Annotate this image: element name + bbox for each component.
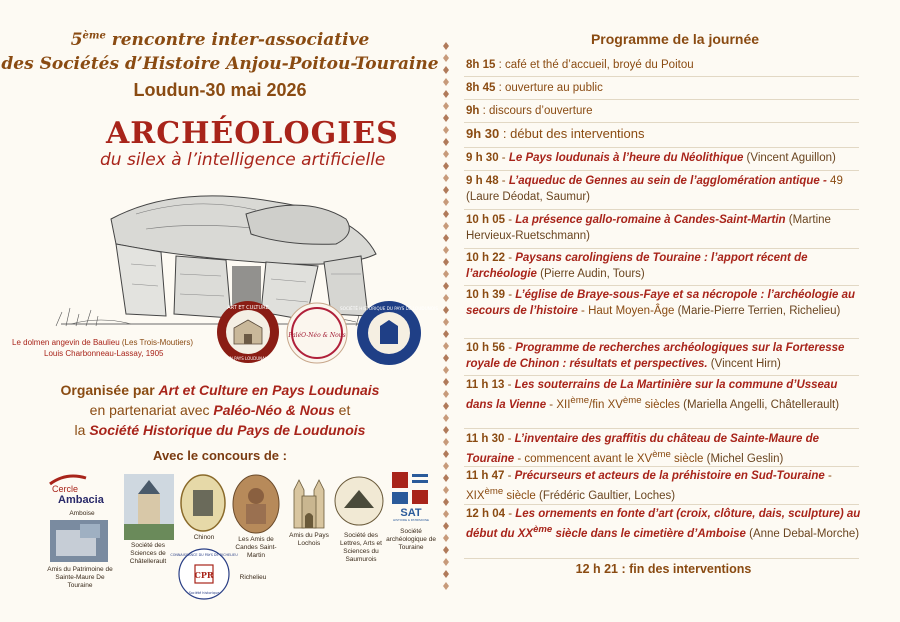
divider-diamond (443, 138, 449, 146)
divider-diamond (443, 570, 449, 578)
programme-talk: 11 h 47 - Précurseurs et acteurs de la préhistoire en Sud-Touraine - XIXème siècle (Frédéric Gaultier, Loches) (466, 470, 832, 502)
decorative-divider (441, 40, 451, 600)
programme-item: 8h 15 : café et thé d’accueil, broyé du Poitou (466, 59, 694, 71)
divider-diamond (443, 462, 449, 470)
richelieu-logo-subtitle: Société historique (188, 591, 220, 595)
programme-talk: 10 h 39 - L’église de Braye-sous-Faye et sa nécropole : l’archéologie au secours de l’histoire - Haut Moyen-Âge (Marie-Pierre Terrien, Richelieu) (466, 289, 856, 317)
divider-diamond (443, 498, 449, 506)
programme-item: 9h : discours d’ouverture (466, 105, 593, 117)
divider-diamond (443, 390, 449, 398)
richelieu-logo-monogram: CPR (194, 570, 214, 580)
divider-diamond (443, 558, 449, 566)
chinon-logo (180, 474, 226, 532)
divider-diamond (443, 534, 449, 542)
divider-diamond (443, 102, 449, 110)
event-title: ARCHÉOLOGIES (106, 116, 399, 151)
label-richelieu: Richelieu (239, 574, 267, 581)
label-chinon: Chinon (193, 534, 215, 541)
divider-diamond (443, 330, 449, 338)
label-ambacia: Amboise (69, 510, 95, 517)
programme-talk: 12 h 04 - Les ornements en fonte d’art (croix, clôture, dais, sculpture) au début du XXème siècle dans le cimetière d’Amboise (Anne Debal-Morche) (466, 508, 861, 540)
saumur-logo (334, 476, 384, 526)
header-date-place: Loudun-30 mai 2026 (133, 80, 307, 100)
divider-diamond (443, 78, 449, 86)
programme-talk: 11 h 13 - Les souterrains de La Martinière sur la commune d’Usseau dans la Vienne - XIIème/fin XVème siècles (Mariella Angelli, Châtellerault) (466, 379, 840, 411)
header-edition: 5ème rencontre inter-associative (70, 30, 370, 50)
divider-diamond (443, 522, 449, 530)
label-sat: Société archéologique de Touraine (386, 528, 436, 551)
societe-historique-loudunois-logo-text: SOCIÉTÉ HISTORIQUE DU PAYS DE LOUDUNOIS (340, 306, 438, 311)
illustration-credit-author: Louis Charbonneau-Lassay, 1905 (44, 349, 164, 358)
programme-talk: 9 h 30 - Le Pays loudunais à l’heure du Néolithique (Vincent Aguillon) (466, 152, 836, 164)
divider-diamond (443, 42, 449, 50)
divider-diamond (443, 342, 449, 350)
loches-logo (288, 470, 330, 530)
programme-item: 8h 45 : ouverture au public (466, 82, 603, 94)
sat-logo-subtext: HISTOIRE & PATRIMOINE (392, 518, 430, 522)
art-et-culture-logo-bottom-text: EN PAYS LOUDUNAIS (227, 356, 269, 361)
divider-diamond (443, 306, 449, 314)
programme-column (460, 0, 890, 622)
divider-diamond (443, 354, 449, 362)
divider-diamond (443, 258, 449, 266)
divider-diamond (443, 150, 449, 158)
divider-diamond (443, 474, 449, 482)
divider-diamond (443, 582, 449, 590)
divider-diamond (443, 402, 449, 410)
divider-diamond (443, 246, 449, 254)
sat-logo-text: SAT (400, 507, 422, 519)
candes-logo (232, 474, 280, 534)
societe-historique-loudunois-logo (340, 300, 438, 366)
divider-diamond (443, 426, 449, 434)
paleo-neo-nous-logo (286, 302, 348, 364)
label-sainte-maure: Amis du Patrimoine de Sainte-Maure De Touraine (47, 566, 113, 589)
programme-item: 9h 30 : début des interventions (466, 126, 645, 141)
programme-talk: 10 h 22 - Paysans carolingiens de Touraine : l’apport récent de l’archéologie (Pierre Audin, Tours) (466, 252, 808, 280)
divider-diamond (443, 186, 449, 194)
sainte-maure-logo (50, 520, 108, 562)
divider-diamond (443, 546, 449, 554)
divider-diamond (443, 414, 449, 422)
organizers-block (0, 380, 440, 440)
label-chatellerault: Société des Sciences de Châtellerault (129, 542, 167, 565)
divider-diamond (443, 234, 449, 242)
divider-diamond (443, 270, 449, 278)
chatellerault-logo (124, 474, 174, 540)
illustration-credit-title: Le dolmen angevin de Baulieu (Les Trois-Moutiers) (12, 338, 193, 347)
divider-diamond (443, 90, 449, 98)
programme-title: Programme de la journée (590, 31, 760, 47)
divider-diamond (443, 282, 449, 290)
divider-diamond (443, 450, 449, 458)
divider-diamond (443, 162, 449, 170)
divider-diamond (443, 510, 449, 518)
cercle-ambacia-logo-top: Cercle (52, 484, 79, 494)
art-et-culture-logo-top-text: ART ET CULTURE (227, 305, 269, 311)
programme-end: 12 h 21 : fin des interventions (575, 562, 752, 576)
programme-talk: 11 h 30 - L’inventaire des graffitis du château de Sainte-Maure de Touraine - commencent avant le XVème siècle (Michel Geslin) (466, 433, 820, 465)
divider-diamond (443, 366, 449, 374)
richelieu-logo (170, 548, 238, 600)
label-saumur: Société des Lettres, Arts et Sciences du Saumurois (340, 532, 382, 563)
sat-logo (390, 470, 432, 522)
cercle-ambacia-logo-name: Ambacia (58, 494, 104, 506)
label-loches: Amis du Pays Lochois (289, 532, 329, 547)
cercle-ambacia-logo (46, 472, 116, 510)
paleo-neo-nous-logo-text: PaléO-Néo & Nous (288, 332, 346, 339)
divider-diamond (443, 438, 449, 446)
programme-talk: 10 h 05 - La présence gallo-romaine à Candes-Saint-Martin (Martine Hervieux-Ruetschmann) (466, 214, 831, 242)
divider-diamond (443, 210, 449, 218)
divider-diamond (443, 54, 449, 62)
divider-diamond (443, 378, 449, 386)
header-societies: des Sociétés d’Histoire Anjou-Poitou-Touraine (1, 54, 439, 74)
divider-diamond (443, 294, 449, 302)
concours-title: Avec le concours de : (153, 448, 287, 463)
divider-diamond (443, 318, 449, 326)
left-column (0, 0, 440, 622)
organizer-line-3: la Société Historique du Pays de Loudunois (74, 422, 366, 438)
organizer-line-2: en partenariat avec Paléo-Néo & Nous et (89, 402, 351, 418)
divider-diamond (443, 198, 449, 206)
divider-diamond (443, 114, 449, 122)
programme-talk: 9 h 48 - L’aqueduc de Gennes au sein de l’agglomération antique - 49 (Laure Déodat, Saumur) (466, 175, 843, 203)
divider-diamond (443, 126, 449, 134)
event-subtitle: du silex à l’intelligence artificielle (100, 150, 386, 170)
organizer-line-1: Organisée par Art et Culture en Pays Loudunais (60, 382, 380, 398)
divider-diamond (443, 486, 449, 494)
programme-talk: 10 h 56 - Programme de recherches archéologiques sur la Forteresse royale de Chinon : résultats et perspectives. (Vincent Hirn) (466, 342, 845, 370)
art-et-culture-logo (216, 300, 280, 364)
divider-diamond (443, 222, 449, 230)
divider-diamond (443, 66, 449, 74)
divider-diamond (443, 174, 449, 182)
richelieu-logo-ring: CONNAISSANCE DU PAYS DE RICHELIEU (170, 553, 238, 557)
label-candes: Les Amis de Candes Saint-Martin (235, 536, 277, 559)
